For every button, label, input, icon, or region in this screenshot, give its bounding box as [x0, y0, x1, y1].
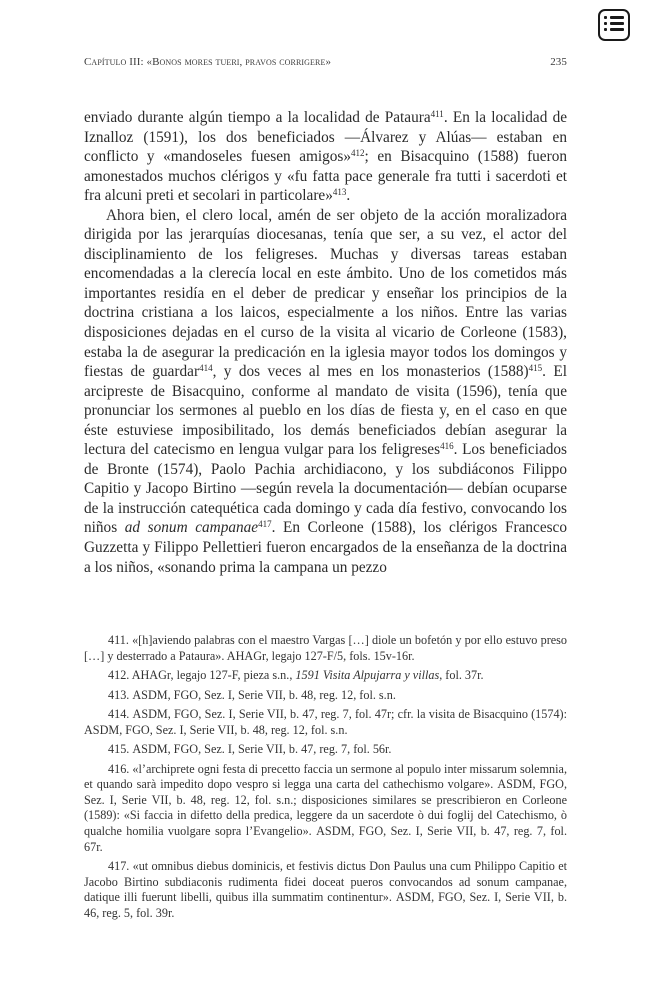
page-number: 235	[550, 56, 567, 68]
footnote-ref[interactable]: 412	[351, 148, 365, 159]
text-run: , Sez. I, Serie VII, b. 47, reg. 7, fol. 67r.	[84, 823, 567, 854]
text-run: , Sez. I, Serie VII, b. 47, reg. 7, fol. 56r.	[198, 742, 392, 757]
footnotes	[84, 633, 567, 925]
paragraph	[84, 206, 567, 577]
footnote	[84, 707, 567, 738]
footnote-ref[interactable]: 417	[258, 519, 272, 530]
chapter-title: Capítulo III: «Bonos mores tueri, pravos corrigere»	[84, 56, 332, 68]
main-text	[84, 108, 567, 577]
text-run: 416. «l’archiprete ogni festa di precetto faccia un sermone al populo inter missarum solemnia, et quando sarà impedito dopo vespro si legga una carta del cathechismo volgare».	[84, 761, 567, 792]
text-run: 412. AHAGr, legajo 127-F, pieza s.n.,	[108, 668, 296, 683]
text-run: , Sez. I, Serie VII, b. 48, reg. 12, fol. s.n.	[149, 722, 348, 737]
footnote	[84, 762, 567, 856]
italic-text: ad sonum campanae	[124, 519, 259, 537]
text-run: , y dos veces al mes en los monasterios (1588)	[212, 363, 529, 381]
text-run: 411. «[h]aviendo palabras con el maestro Vargas […] diole un bofetón y por ello estuvo preso […] y desterrado a Pataura». AHAGr, legajo 127-F/5, fols. 15v-16r.	[84, 633, 567, 663]
text-run: , Sez. I, Serie VII, b. 48, reg. 12, fol. s.n.	[198, 687, 396, 702]
text-run: 415.	[108, 742, 133, 757]
footnote	[84, 688, 567, 704]
footnote-ref[interactable]: 416	[440, 441, 454, 452]
italic-text: 1591 Visita Alpujarra y villas	[295, 668, 440, 683]
text-run: . El arcipreste de Bisacquino, conforme al mandato de visita (1596), tenía que pronunciar los sermones al pueblo en los días de fiesta y, en el caso en que éste estuviese imposibilitado, los demás beneficiados debían asegurar la lectura del catecismo en lengua vulgar para los feligreses	[84, 363, 567, 459]
text-run: . Los beneficiados de Bronte (1574), Paolo Pachia archidiacono, y los subdiáconos Filippo Capitio y Jacopo Birtino —según revela la documentación— debían ocuparse de la instrucción catequética cada domingo y cada día festivo, convocando los niños	[84, 441, 568, 537]
text-run: 414.	[108, 707, 133, 722]
text-run: .	[346, 187, 351, 205]
text-run: , Sez. I, Serie VII, b. 48, reg. 12, fol. s.n.; disposiciones similares se prescribieron en Corleone (1589): «Si faccia in difetto della predica, leggere da un sacerdote ò dui foglij del Catechismo, ò qualche homilia vuolgare sopra l’Evangelio».	[84, 777, 567, 838]
footnote	[84, 633, 567, 664]
footnote	[84, 859, 567, 921]
text-run: , fol. 37r.	[439, 668, 484, 683]
list-menu-icon[interactable]	[598, 9, 630, 41]
text-run: , Sez. I, Serie VII, b. 47, reg. 7, fol. 47r; cfr. la visita de Bisacquino (1574):	[198, 707, 567, 722]
footnote	[84, 742, 567, 758]
footnote	[84, 668, 567, 684]
text-run: ; en Bisacquino (1588) fueron amonestados muchos clérigos y «fu fatta pace generale fra tutti i sacerdoti et fra alcuni preti et secolari in particolare»	[84, 148, 567, 205]
archive-abbreviation: ASDM, FGO	[132, 742, 199, 757]
footnote-ref[interactable]: 414	[199, 363, 213, 374]
text-run: enviado durante algún tiempo a la localidad de Pataura	[84, 109, 431, 126]
text-run: , Sez. I, Serie VII, b. 46, reg. 5, fol. 39r.	[84, 890, 567, 920]
archive-abbreviation: ASDM, FGO	[84, 722, 150, 737]
footnote-ref[interactable]: 411	[430, 109, 444, 119]
text-run: Ahora bien, el clero local, amén de ser objeto de la acción moralizadora dirigida por las jerarquías diocesanas, tenía que ser, a su vez, el actor del disciplinamiento de los feligreses. Muchas y diversas tareas estaban encomendadas a la clerecía local en este ámbito. Uno de los cometidos más importantes residía en el deber de predicar y enseñar los principios de la doctrina cristiana a los laicos, especialmente a los niños. Entre las varias disposiciones dejadas en el curso de la visita al vicario de Corleone (1583), estaba la de asegurar la predicación en la iglesia mayor todos los domingos y fiestas de guardar	[84, 206, 567, 381]
text-run: . En la localidad de Iznalloz (1591), los dos beneficiados —Álvarez y Alúas— estaban en conflicto y «mandoseles fuesen amigos»	[84, 109, 568, 166]
archive-abbreviation: ASDM, FGO	[395, 890, 463, 905]
paragraph	[84, 108, 567, 206]
archive-abbreviation: ASDM, FGO	[132, 687, 199, 702]
text-run: 417. «ut omnibus diebus dominicis, et festivis dictus Don Paulus una cum Philippo Capitio et Jacobo Birtino subdiaconis rudimenta fidei doceat pueros convocandos ad sonum campanae, datique illi fuerunt libelli, quibus illa summatim continentur».	[84, 859, 567, 905]
archive-abbreviation: ASDM, FGO	[316, 823, 384, 838]
archive-abbreviation: ASDM, FGO	[132, 707, 199, 722]
footnote-ref[interactable]: 413	[332, 187, 347, 198]
text-run: . En Corleone (1588), los clérigos Francesco Guzzetta y Filippo Pellettieri fueron encargados de la enseñanza de la doctrina a los niños, «sonando prima la campana un pezzo	[84, 519, 567, 576]
text-run: 413.	[108, 687, 133, 702]
archive-abbreviation: ASDM, FGO	[497, 777, 564, 792]
footnote-ref[interactable]: 415	[528, 363, 543, 374]
running-header	[84, 56, 567, 68]
